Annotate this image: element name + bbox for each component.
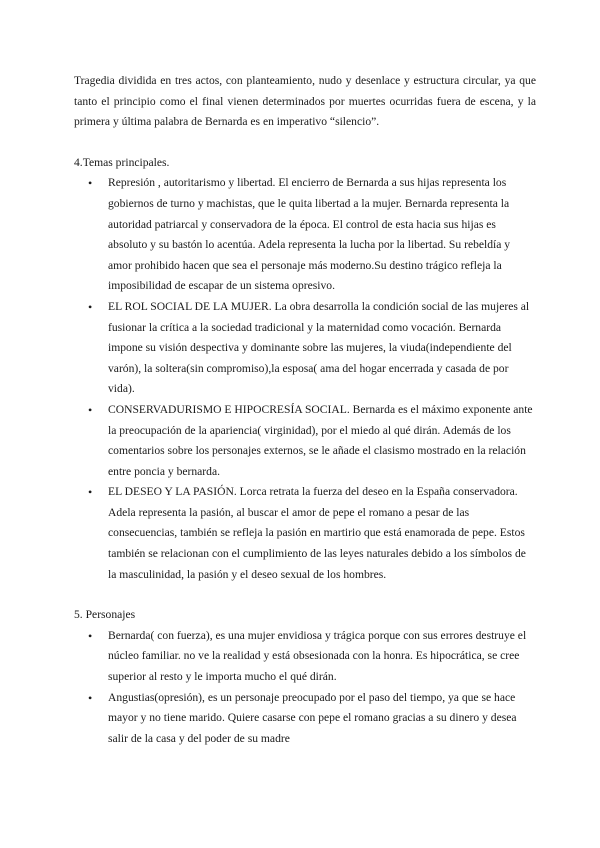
list-item: • Represión , autoritarismo y libertad. El encierro de Bernarda a sus hijas representa los gobiernos de turno y machistas, que le quita libertad a la mujer. Bernarda representa la autoridad patriarcal y conservadora de la época. El control de esta hacia sus hijas es absoluto y su bastón lo acentúa. Adela representa la lucha por la libertad. Su rebeldía y amor prohibido hacen que sea el personaje más moderno.Su destino trágico refleja la imposibilidad de escapar de un sistema opresivo. bbox=[74, 173, 536, 297]
list-item: • Angustias(opresión), es un personaje preocupado por el paso del tiempo, ya que se hace mayor y no tiene marido. Quiere casarse con pepe el romano gracias a su dinero y desea salir de la casa y del poder de su madre bbox=[74, 688, 536, 750]
list-item: • CONSERVADURISMO E HIPOCRESÍA SOCIAL. Bernarda es el máximo exponente ante la preocupación de la apariencia( virginidad), por el miedo al qué dirán. Además de los comentarios sobre los personajes externos, se le añade el clasismo mostrado en la relación entre poncia y bernarda. bbox=[74, 400, 536, 482]
list-item: • Bernarda( con fuerza), es una mujer envidiosa y trágica porque con sus errores destruye el núcleo familiar. no ve la realidad y está obsesionada con la honra. Es hipocrática, se cree superior al resto y le importa mucho el qué dirán. bbox=[74, 626, 536, 688]
list-item: • EL ROL SOCIAL DE LA MUJER. La obra desarrolla la condición social de las mujeres al fusionar la crítica a la sociedad tradicional y la maternidad como vocación. Bernarda impone su visión despectiva y dominante sobre las mujeres, la viuda(independiente del varón), la soltera(sin compromiso),la esposa( ama del hogar encerrada y casada de por vida). bbox=[74, 297, 536, 400]
section-heading-personajes: 5. Personajes bbox=[74, 608, 136, 622]
personajes-list bbox=[74, 626, 536, 750]
document-content bbox=[74, 71, 536, 749]
temas-list bbox=[74, 173, 536, 585]
list-item: • EL DESEO Y LA PASIÓN. Lorca retrata la fuerza del deseo en la España conservadora. Adela representa la pasión, al buscar el amor de pepe el romano a pesar de las consecuencias, también se refleja la pasión en martirio que está enamorada de pepe. Estos también se relacionan con el cumplimiento de las leyes naturales debido a los símbolos de la masculinidad, la pasión y el deseo sexual de los hombres. bbox=[74, 482, 536, 585]
section-heading-temas: 4.Temas principales. bbox=[74, 155, 170, 169]
intro-paragraph: Tragedia dividida en tres actos, con planteamiento, nudo y desenlace y estructura circular, ya que tanto el principio como el final vienen determinados por muertes ocurridas fuera de escena, y la primera y última palabra de Bernarda es en imperativo “silencio”. bbox=[74, 74, 536, 129]
